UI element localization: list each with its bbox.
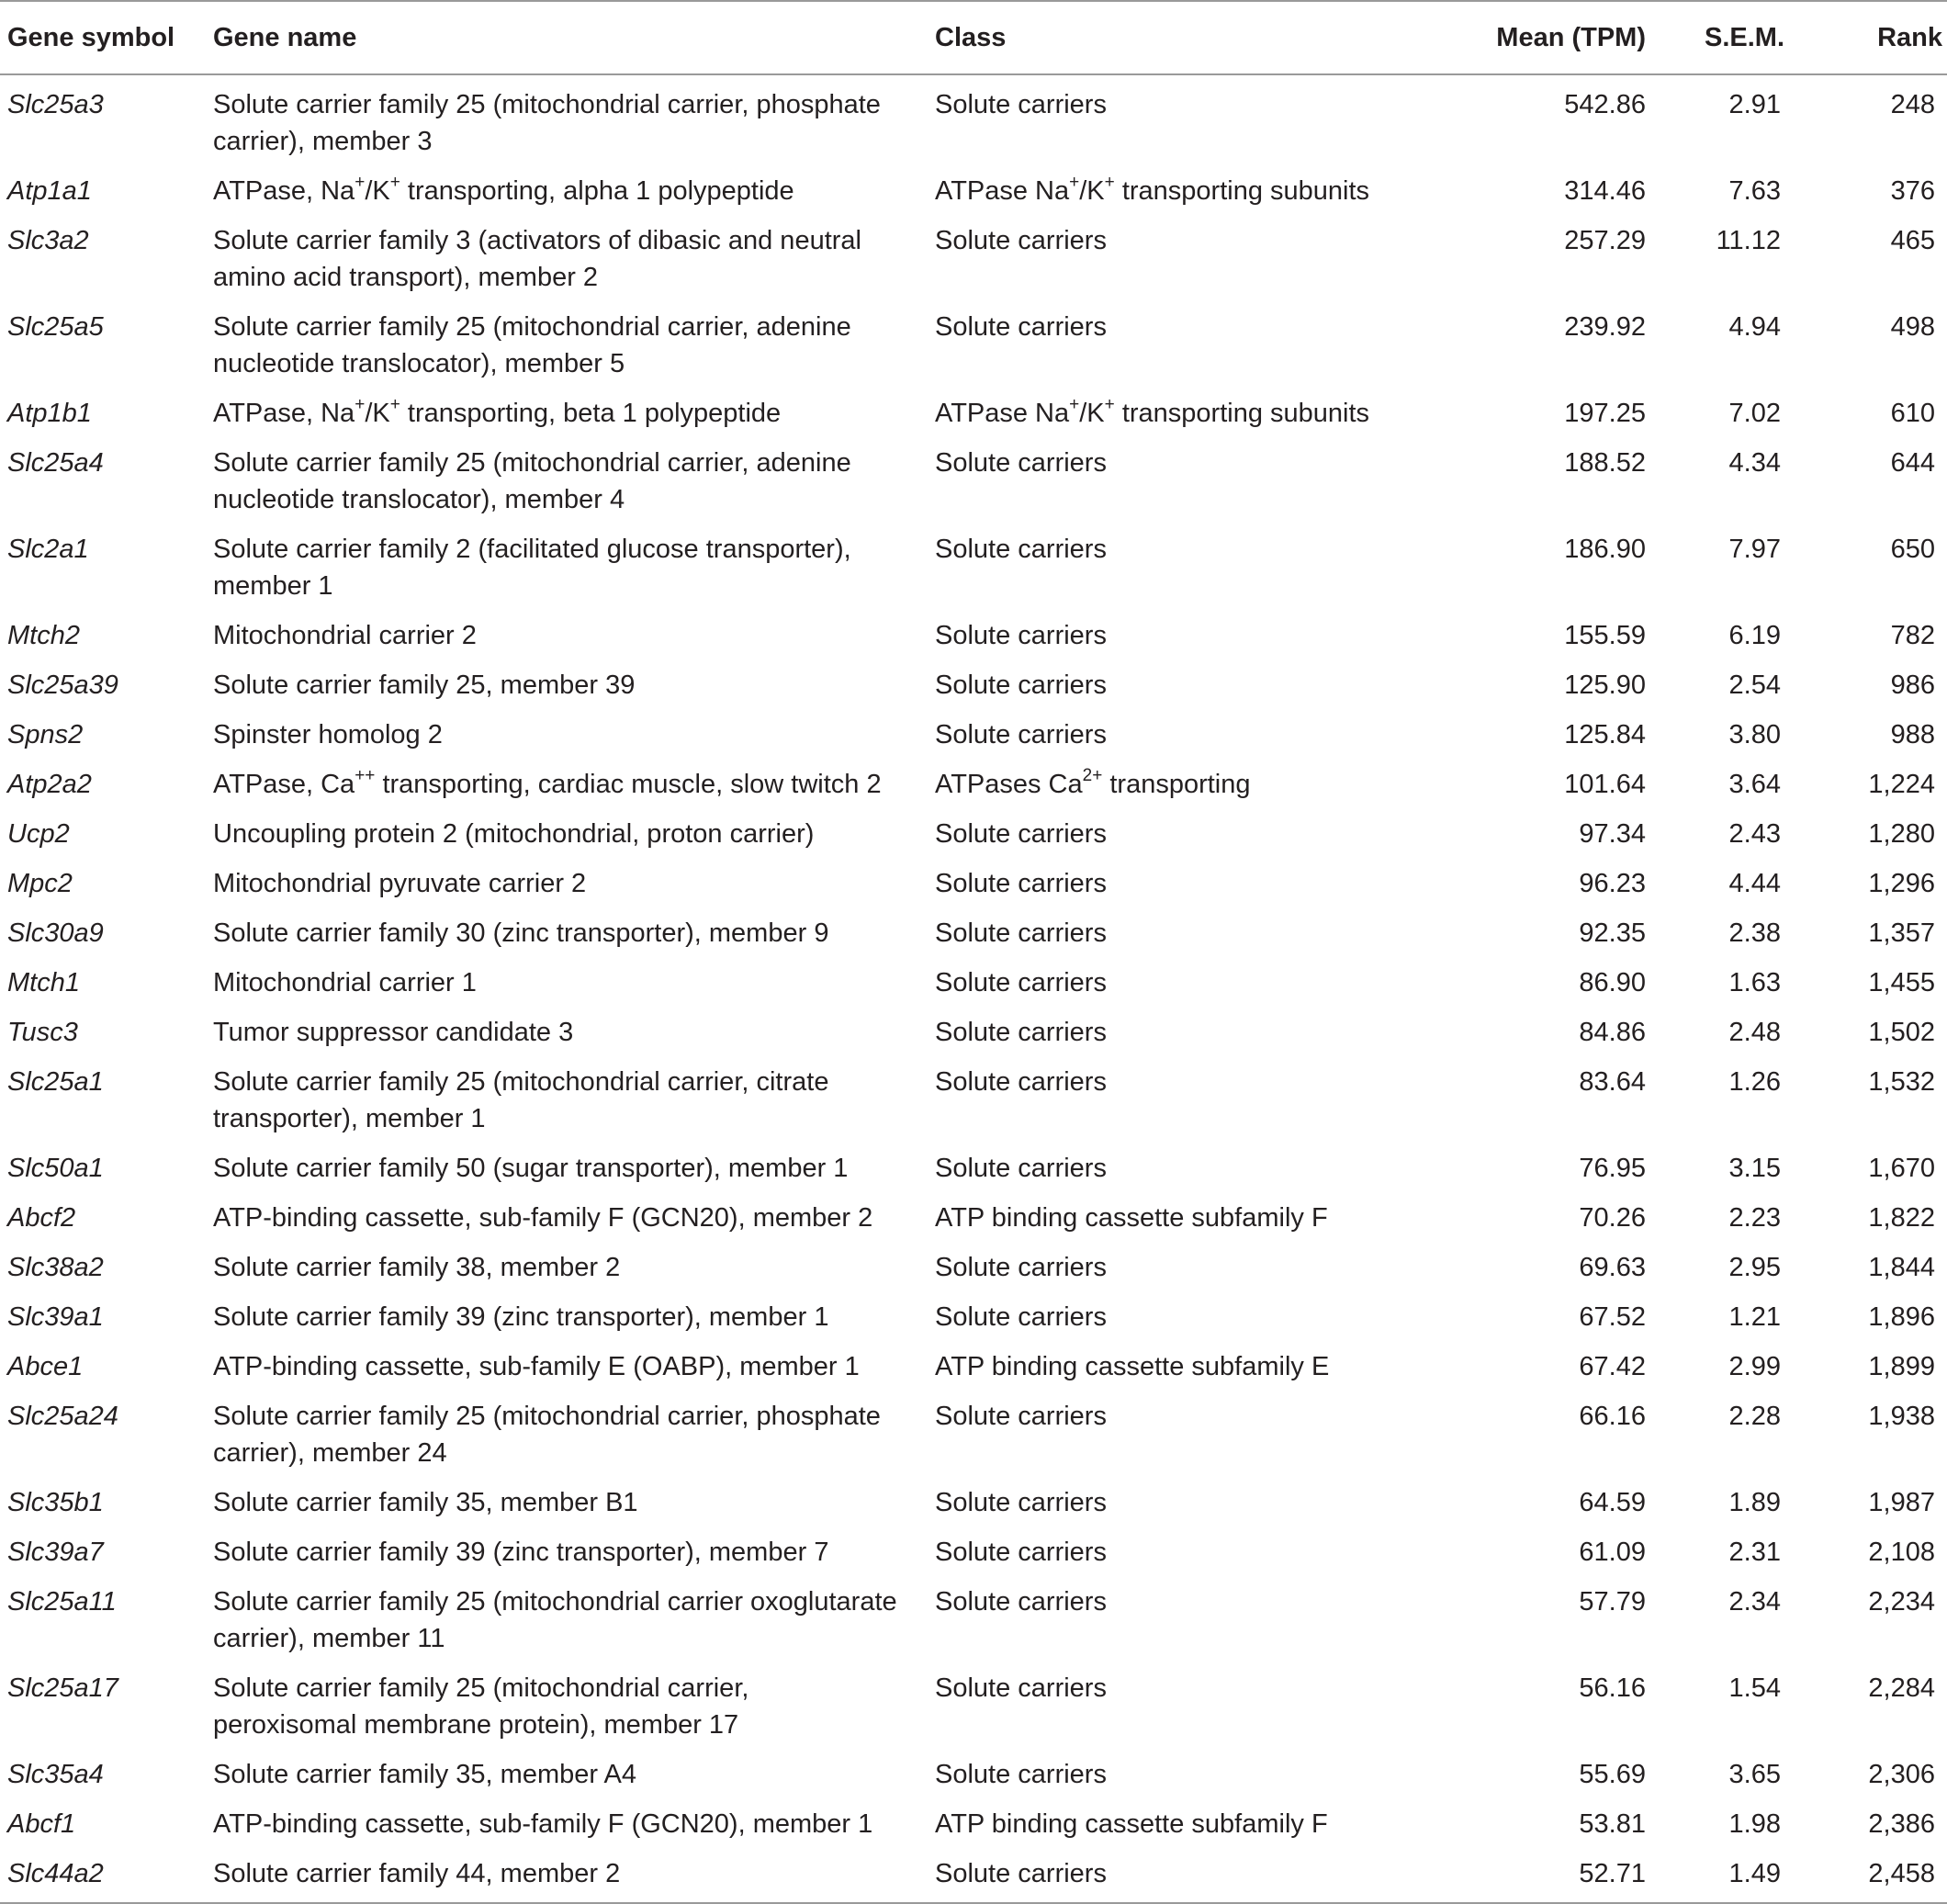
text-segment: Solute carriers [935,869,1107,898]
text-segment: Solute carrier family 39 (zinc transporter), member 7 [213,1538,829,1567]
gene-name-cell [195,809,908,859]
text-segment: transporting, cardiac muscle, slow twitch 2 [375,770,882,799]
text-segment: ATPase Na [935,399,1070,428]
class-cell [908,1342,1423,1391]
class-cell [908,166,1423,216]
rank-cell: 465 [1890,226,1935,255]
gene-name-cell [195,908,908,958]
class-cell [908,438,1423,524]
sem-cell: 6.19 [1728,621,1781,650]
gene-symbol-cell: Slc25a4 [7,448,104,478]
text-segment: transporting subunits [1114,399,1370,428]
table-row [0,1193,1947,1243]
gene-symbol-cell: Atp1b1 [7,399,92,428]
gene-name-cell [195,1750,908,1799]
gene-name-cell [195,859,908,908]
table-row [0,1478,1947,1527]
gene-symbol-cell: Slc30a9 [7,918,104,948]
class-cell [908,710,1423,760]
table-row [0,1144,1947,1193]
mean-tpm-cell: 55.69 [1579,1760,1646,1789]
text-segment: Solute carrier family 25 (mitochondrial carrier, adenine nucleotide translocator), member 4 [213,448,851,514]
gene-name-cell [195,1478,908,1527]
text-segment: /K [1079,399,1105,428]
gene-symbol-cell: Slc35a4 [7,1760,104,1789]
gene-symbol-cell: Mpc2 [7,869,73,898]
table-row [0,809,1947,859]
sem-cell: 2.43 [1728,819,1781,849]
rank-cell: 2,386 [1868,1809,1935,1839]
sem-cell: 1.21 [1728,1302,1781,1332]
gene-symbol-cell: Tusc3 [7,1018,78,1047]
gene-symbol-cell: Slc25a39 [7,670,118,700]
rank-cell: 1,896 [1868,1302,1935,1332]
mean-tpm-cell: 67.42 [1579,1352,1646,1381]
gene-name-cell [195,1057,908,1144]
mean-tpm-cell: 53.81 [1579,1809,1646,1839]
rank-cell: 1,280 [1868,819,1935,849]
sem-cell: 4.94 [1728,312,1781,342]
gene-name-cell [195,1008,908,1057]
mean-tpm-cell: 155.59 [1564,621,1646,650]
text-segment: Solute carriers [935,535,1107,564]
rank-cell: 2,458 [1868,1859,1935,1888]
table-row [0,1750,1947,1799]
text-segment: ATPase, Na [213,399,355,428]
gene-symbol-cell: Spns2 [7,720,84,749]
gene-symbol-cell: Slc39a7 [7,1538,104,1567]
mean-tpm-cell: 92.35 [1579,918,1646,948]
gene-name-cell [195,660,908,710]
gene-symbol-cell: Slc3a2 [7,226,89,255]
gene-symbol-cell: Atp1a1 [7,176,92,206]
text-segment: ATPases Ca [935,770,1083,799]
text-segment: Solute carriers [935,819,1107,849]
sem-cell: 2.95 [1728,1253,1781,1282]
table-row [0,524,1947,611]
sem-cell: 3.80 [1728,720,1781,749]
rank-cell: 1,938 [1868,1402,1935,1431]
table-row [0,216,1947,302]
table-row [0,438,1947,524]
class-cell [908,1057,1423,1144]
mean-tpm-cell: 70.26 [1579,1203,1646,1233]
header-sem: S.E.M. [1704,23,1784,52]
text-segment: Solute carriers [935,90,1107,119]
gene-name-cell [195,1577,908,1663]
text-segment: Solute carrier family 25 (mitochondrial carrier, peroxisomal membrane protein), member 17 [213,1673,749,1740]
text-segment: Mitochondrial pyruvate carrier 2 [213,869,587,898]
rank-cell: 1,455 [1868,968,1935,997]
class-cell [908,1577,1423,1663]
text-segment: Solute carrier family 39 (zinc transporter), member 1 [213,1302,829,1332]
mean-tpm-cell: 257.29 [1564,226,1646,255]
text-segment: Solute carriers [935,1302,1107,1332]
table-row [0,760,1947,809]
header-class: Class [935,23,1007,52]
text-segment: Solute carriers [935,1402,1107,1431]
text-segment: Solute carrier family 38, member 2 [213,1253,621,1282]
class-cell [908,1292,1423,1342]
sem-cell: 2.48 [1728,1018,1781,1047]
text-segment: ATPase Na [935,176,1070,206]
header-gene-name: Gene name [213,23,357,52]
text-segment: /K [1079,176,1105,206]
sem-cell: 3.64 [1728,770,1781,799]
superscript-charge: + [1069,395,1080,415]
text-segment: Solute carriers [935,448,1107,478]
sem-cell: 2.54 [1728,670,1781,700]
mean-tpm-cell: 69.63 [1579,1253,1646,1282]
sem-cell: 11.12 [1716,226,1781,255]
superscript-charge: + [355,395,366,415]
table-row [0,1008,1947,1057]
class-cell [908,958,1423,1008]
sem-cell: 2.28 [1728,1402,1781,1431]
rank-cell: 1,224 [1868,770,1935,799]
sem-cell: 1.54 [1728,1673,1781,1703]
gene-symbol-cell: Slc25a17 [7,1673,118,1703]
gene-symbol-cell: Slc39a1 [7,1302,104,1332]
rank-cell: 1,899 [1868,1352,1935,1381]
rank-cell: 1,670 [1868,1154,1935,1183]
rank-cell: 1,502 [1868,1018,1935,1047]
text-segment: Solute carrier family 25 (mitochondrial carrier oxoglutarate carrier), member 11 [213,1587,897,1653]
sem-cell: 1.26 [1728,1067,1781,1097]
gene-symbol-cell: Atp2a2 [7,770,92,799]
table-row [0,1292,1947,1342]
mean-tpm-cell: 86.90 [1579,968,1646,997]
rank-cell: 2,306 [1868,1760,1935,1789]
text-segment: Solute carriers [935,670,1107,700]
class-cell [908,74,1423,166]
mean-tpm-cell: 188.52 [1564,448,1646,478]
sem-cell: 2.99 [1728,1352,1781,1381]
gene-name-cell [195,438,908,524]
superscript-charge: + [355,173,366,193]
gene-name-cell [195,1292,908,1342]
rank-cell: 2,234 [1868,1587,1935,1617]
text-segment: Solute carriers [935,1587,1107,1617]
sem-cell: 2.31 [1728,1538,1781,1567]
gene-name-cell [195,216,908,302]
text-segment: Solute carriers [935,1067,1107,1097]
gene-name-cell [195,1391,908,1478]
superscript-charge: + [1069,173,1080,193]
sem-cell: 7.97 [1728,535,1781,564]
sem-cell: 3.15 [1728,1154,1781,1183]
mean-tpm-cell: 542.86 [1564,90,1646,119]
superscript-charge: + [1104,173,1115,193]
class-cell [908,302,1423,389]
gene-symbol-cell: Slc25a1 [7,1067,104,1097]
text-segment: Solute carriers [935,621,1107,650]
table-row [0,1527,1947,1577]
table-row [0,1391,1947,1478]
sem-cell: 7.02 [1728,399,1781,428]
gene-symbol-cell: Abcf1 [7,1809,76,1839]
rank-cell: 1,532 [1868,1067,1935,1097]
mean-tpm-cell: 97.34 [1579,819,1646,849]
gene-symbol-cell: Abcf2 [7,1203,76,1233]
rank-cell: 2,108 [1868,1538,1935,1567]
gene-symbol-cell: Slc35b1 [7,1488,104,1517]
sem-cell: 2.91 [1728,90,1781,119]
text-segment: transporting [1102,770,1251,799]
sem-cell: 4.34 [1728,448,1781,478]
text-segment: ATP-binding cassette, sub-family F (GCN20), member 1 [213,1809,873,1839]
mean-tpm-cell: 314.46 [1564,176,1646,206]
gene-name-cell [195,1663,908,1750]
rank-cell: 650 [1890,535,1935,564]
rank-cell: 1,987 [1868,1488,1935,1517]
superscript-charge: + [1104,395,1115,415]
table-row [0,1243,1947,1292]
table-row [0,908,1947,958]
mean-tpm-cell: 101.64 [1564,770,1646,799]
class-cell [908,1243,1423,1292]
text-segment: Solute carriers [935,1154,1107,1183]
mean-tpm-cell: 83.64 [1579,1067,1646,1097]
gene-symbol-cell: Slc38a2 [7,1253,104,1282]
class-cell [908,1391,1423,1478]
class-cell [908,1527,1423,1577]
text-segment: Solute carriers [935,1488,1107,1517]
table-row [0,389,1947,438]
gene-symbol-cell: Slc25a3 [7,90,104,119]
text-segment: Solute carriers [935,918,1107,948]
mean-tpm-cell: 67.52 [1579,1302,1646,1332]
text-segment: Solute carrier family 25 (mitochondrial carrier, citrate transporter), member 1 [213,1067,829,1133]
text-segment: Solute carrier family 44, member 2 [213,1859,621,1888]
rank-cell: 782 [1890,621,1935,650]
class-cell [908,216,1423,302]
text-segment: Solute carrier family 25 (mitochondrial carrier, phosphate carrier), member 3 [213,90,881,156]
rank-cell: 1,822 [1868,1203,1935,1233]
table-row [0,611,1947,660]
header-gene-symbol: Gene symbol [7,23,175,52]
gene-name-cell [195,710,908,760]
gene-symbol-cell: Slc25a11 [7,1587,117,1617]
text-segment: ATPase, Na [213,176,355,206]
gene-symbol-cell: Slc25a24 [7,1402,118,1431]
rank-cell: 376 [1890,176,1935,206]
text-segment: Solute carrier family 25 (mitochondrial carrier, adenine nucleotide translocator), member 5 [213,312,851,378]
text-segment: Solute carrier family 35, member A4 [213,1760,636,1789]
class-cell [908,1478,1423,1527]
text-segment: ATP binding cassette subfamily E [935,1352,1330,1381]
gene-name-cell [195,302,908,389]
text-segment: Solute carriers [935,968,1107,997]
text-segment: Solute carrier family 25 (mitochondrial carrier, phosphate carrier), member 24 [213,1402,881,1468]
sem-cell: 1.89 [1728,1488,1781,1517]
text-segment: ATP-binding cassette, sub-family E (OABP), member 1 [213,1352,860,1381]
text-segment: ATP-binding cassette, sub-family F (GCN20), member 2 [213,1203,873,1233]
text-segment: ATP binding cassette subfamily F [935,1809,1328,1839]
class-cell [908,389,1423,438]
rank-cell: 610 [1890,399,1935,428]
text-segment: Solute carriers [935,312,1107,342]
text-segment: /K [365,176,390,206]
class-cell [908,524,1423,611]
sem-cell: 4.44 [1728,869,1781,898]
text-segment: /K [365,399,390,428]
mean-tpm-cell: 57.79 [1579,1587,1646,1617]
text-segment: Solute carriers [935,1253,1107,1282]
mean-tpm-cell: 76.95 [1579,1154,1646,1183]
gene-name-cell [195,74,908,166]
header-rank: Rank [1877,23,1942,52]
text-segment: Solute carrier family 25, member 39 [213,670,636,700]
mean-tpm-cell: 125.84 [1564,720,1646,749]
rank-cell: 498 [1890,312,1935,342]
sem-cell: 2.38 [1728,918,1781,948]
gene-name-cell [195,1342,908,1391]
text-segment: Uncoupling protein 2 (mitochondrial, proton carrier) [213,819,815,849]
table-row [0,1663,1947,1750]
table-row [0,710,1947,760]
rank-cell: 1,357 [1868,918,1935,948]
gene-name-cell [195,1193,908,1243]
table-row [0,1799,1947,1849]
text-segment: Solute carrier family 30 (zinc transporter), member 9 [213,918,829,948]
superscript-charge: ++ [355,766,376,786]
text-segment: transporting, alpha 1 polypeptide [400,176,794,206]
class-cell [908,859,1423,908]
gene-name-cell [195,1144,908,1193]
mean-tpm-cell: 64.59 [1579,1488,1646,1517]
text-segment: ATP binding cassette subfamily F [935,1203,1328,1233]
superscript-charge: + [389,173,400,193]
rank-cell: 2,284 [1868,1673,1935,1703]
rank-cell: 248 [1890,90,1935,119]
class-cell [908,908,1423,958]
text-segment: Solute carriers [935,1859,1107,1888]
gene-name-cell [195,1243,908,1292]
class-cell [908,1663,1423,1750]
mean-tpm-cell: 186.90 [1564,535,1646,564]
text-segment: transporting subunits [1114,176,1370,206]
class-cell [908,660,1423,710]
class-cell [908,1849,1423,1903]
gene-symbol-cell: Slc44a2 [7,1859,104,1888]
rank-cell: 644 [1890,448,1935,478]
superscript-charge: 2+ [1082,766,1103,786]
class-cell [908,1193,1423,1243]
table-row [0,166,1947,216]
mean-tpm-cell: 96.23 [1579,869,1646,898]
rank-cell: 986 [1890,670,1935,700]
table-row [0,1342,1947,1391]
gene-name-cell [195,611,908,660]
gene-name-cell [195,760,908,809]
text-segment: Solute carriers [935,1018,1107,1047]
class-cell [908,1750,1423,1799]
text-segment: Solute carriers [935,226,1107,255]
table-header [0,1,1947,74]
text-segment: Spinster homolog 2 [213,720,443,749]
table-row [0,859,1947,908]
sem-cell: 3.65 [1728,1760,1781,1789]
gene-name-cell [195,1799,908,1849]
mean-tpm-cell: 56.16 [1579,1673,1646,1703]
gene-symbol-cell: Ucp2 [7,819,70,849]
mean-tpm-cell: 239.92 [1564,312,1646,342]
gene-symbol-cell: Abce1 [7,1352,84,1381]
table-row [0,1057,1947,1144]
sem-cell: 2.34 [1728,1587,1781,1617]
rank-cell: 988 [1890,720,1935,749]
text-segment: Solute carrier family 50 (sugar transporter), member 1 [213,1154,849,1183]
mean-tpm-cell: 66.16 [1579,1402,1646,1431]
superscript-charge: + [389,395,400,415]
gene-symbol-cell: Slc25a5 [7,312,104,342]
text-segment: Solute carrier family 2 (facilitated glucose transporter), member 1 [213,535,851,601]
class-cell [908,760,1423,809]
class-cell [908,1008,1423,1057]
gene-name-cell [195,1849,908,1903]
sem-cell: 1.98 [1728,1809,1781,1839]
table-body [0,74,1947,1903]
class-cell [908,1799,1423,1849]
mean-tpm-cell: 125.90 [1564,670,1646,700]
mean-tpm-cell: 197.25 [1564,399,1646,428]
text-segment: Mitochondrial carrier 2 [213,621,477,650]
gene-name-cell [195,524,908,611]
sem-cell: 7.63 [1728,176,1781,206]
sem-cell: 2.23 [1728,1203,1781,1233]
text-segment: Solute carrier family 3 (activators of dibasic and neutral amino acid transport), member 2 [213,226,861,292]
class-cell [908,809,1423,859]
rank-cell: 1,844 [1868,1253,1935,1282]
text-segment: Solute carriers [935,720,1107,749]
table-row [0,958,1947,1008]
text-segment: Solute carriers [935,1760,1107,1789]
text-segment: Solute carriers [935,1673,1107,1703]
gene-name-cell [195,389,908,438]
text-segment: ATPase, Ca [213,770,355,799]
gene-symbol-cell: Mtch1 [7,968,80,997]
text-segment: Tumor suppressor candidate 3 [213,1018,574,1047]
gene-symbol-cell: Slc2a1 [7,535,89,564]
text-segment: Solute carrier family 35, member B1 [213,1488,638,1517]
sem-cell: 1.63 [1728,968,1781,997]
header-row [0,1,1947,74]
text-segment: Solute carriers [935,1538,1107,1567]
text-segment: Mitochondrial carrier 1 [213,968,477,997]
mean-tpm-cell: 61.09 [1579,1538,1646,1567]
table-row [0,1577,1947,1663]
gene-symbol-cell: Slc50a1 [7,1154,104,1183]
class-cell [908,611,1423,660]
gene-name-cell [195,166,908,216]
table-row [0,302,1947,389]
table-row [0,660,1947,710]
mean-tpm-cell: 52.71 [1579,1859,1646,1888]
sem-cell: 1.49 [1728,1859,1781,1888]
class-cell [908,1144,1423,1193]
table-row [0,74,1947,166]
mean-tpm-cell: 84.86 [1579,1018,1646,1047]
text-segment: transporting, beta 1 polypeptide [400,399,782,428]
gene-name-cell [195,958,908,1008]
rank-cell: 1,296 [1868,869,1935,898]
table-row [0,1849,1947,1903]
gene-name-cell [195,1527,908,1577]
header-mean-tpm: Mean (TPM) [1496,23,1646,52]
gene-symbol-cell: Mtch2 [7,621,80,650]
